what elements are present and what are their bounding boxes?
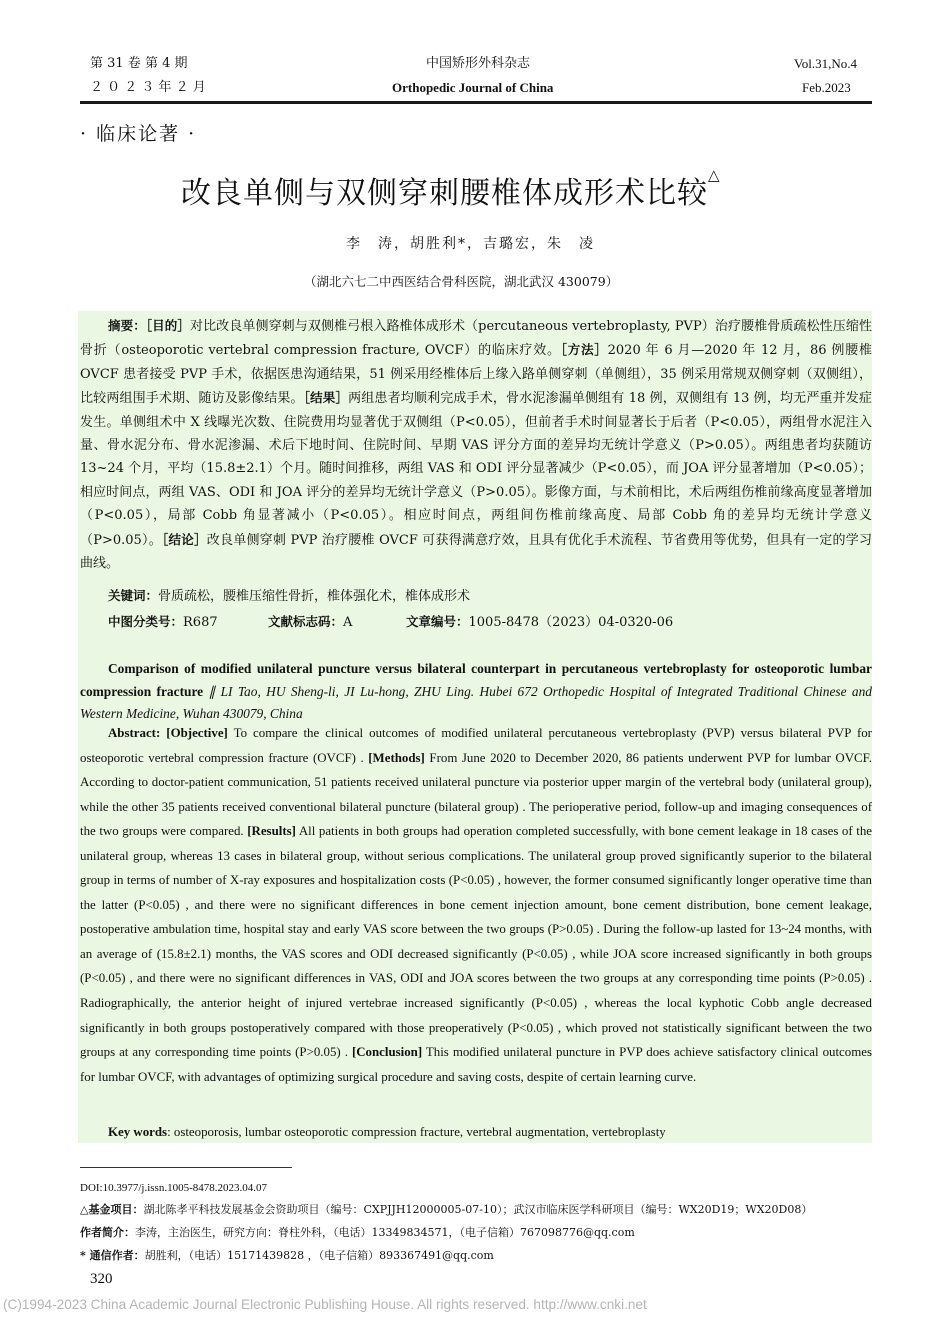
en-results-label: [Results] [247, 824, 296, 839]
abstract-en-methods: From June 2020 to December 2020, 86 patients underwent PVP for lumbar OVCF. According to doctor-patient communication, 51 patients received unilateral puncture via posterior upper margin of the vertebral body (unilateral group), while the other 35 patients received conventional bilateral puncture (bilateral group) . The perioperative period, follow-up and imaging consequences of the two groups were compared. [80, 750, 873, 839]
clc-label: 中图分类号： [108, 614, 184, 629]
fund-label: △基金项目： [80, 1203, 144, 1216]
header-date-cn: ２ ０ ２ ３ 年 ２ 月 [90, 80, 206, 95]
keywords-cn-text: 骨质疏松，腰椎压缩性骨折，椎体强化术，椎体成形术 [158, 589, 471, 604]
methods-label: ［方法］ [560, 342, 608, 358]
header-issue-cn: 第 31 卷 第 4 期 [90, 56, 188, 71]
en-authors: ∥ LI Tao, HU Sheng-li, JI Lu-hong, ZHU Ling. Hubei 672 Orthopedic Hospital of Integrated Traditional Chinese and Western Medicine, Wuhan 430079, China [80, 683, 873, 721]
clc-value: R687 [183, 615, 218, 630]
results-label: ［结果］ [303, 390, 349, 406]
abstract-cn-conclusion: 改良单侧穿刺 PVP 治疗腰椎 OVCF 可获得满意疗效，且具有优化手术流程、节省费用等优势，但具有一定的学习曲线。 [80, 532, 872, 572]
objective-label: ［目的］ [145, 318, 190, 333]
abstract-en-objective: To compare the clinical outcomes of modified unilateral percutaneous vertebroplasty (PVP) versus bilateral PVP for osteoporotic vertebral compression fracture (OVCF) . [80, 726, 872, 765]
cnki-watermark: (C)1994-2023 China Academic Journal Electronic Publishing House. All rights reserved. http://www.cnki.net [3, 1297, 647, 1312]
footnote-fund [80, 1202, 812, 1218]
fund-text: 湖北陈孝平科技发展基金会资助项目（编号：CXPJJH12000005-07-10）；武汉市临床医学科研项目（编号：WX20D19；WX20D08） [143, 1203, 813, 1216]
article-no-line [406, 610, 673, 634]
paper-title-text: 改良单侧与双侧穿刺腰椎体成形术比较 [181, 176, 708, 211]
header-rule [80, 101, 872, 104]
keywords-cn [108, 584, 470, 608]
doc-code-label: 文献标志码： [268, 614, 344, 629]
keywords-en-label: Key words [108, 1125, 168, 1139]
abstract-cn-objective: 对比改良单侧穿刺与双侧椎弓根入路椎体成形术（percutaneous vertebroplasty, PVP）治疗腰椎骨质疏松性压缩性骨折（osteoporotic vertebral compression fracture, OVCF）的临床疗效。 [80, 319, 872, 359]
abstract-en-results: All patients in both groups had operation completed successfully, with bone cement leakage in 18 cases of the unilateral group, whereas 13 cases in bilateral group, without serious complications. The unilateral group proved significantly superior to the bilateral group in terms of number of X-ray exposures and hospitalization costs (P<0.05) , however, the former consumed significantly longer operative time than the latter (P<0.05) , and there were no significant differences in bone cement injection amount, bone cement distribution, bone cement leakage, postoperative ambulation time, hospital stay and early VAS score between the two groups (P>0.05) . During the follow-up lasted for 13~24 months, with an average of (15.8±2.1) months, the VAS scores and ODI decreased significantly (P<0.05) , while JOA score increased significantly in both groups (P<0.05) , and there were no significant differences in VAS, ODI and JOA scores between the two groups at any corresponding time points (P>0.05) . Radiographically, the anterior height of injured vertebrae increased significantly (P<0.05) , whereas the local kyphotic Cobb angle decreased significantly in both groups postoperatively compared with those preoperatively (P<0.05) , which proved not statistically significant between the two groups at any corresponding time points (P>0.05) . [80, 824, 872, 1060]
corresponding-label: * 通信作者： [80, 1249, 145, 1262]
header-journal-en: Orthopedic Journal of China [392, 80, 554, 95]
article-no-label: 文章编号： [406, 614, 469, 629]
doc-code-value: A [343, 615, 353, 630]
affiliation: （湖北六七二中西医结合骨科医院，湖北武汉 430079） [304, 274, 619, 289]
footnote-rule [80, 1167, 292, 1168]
footnote-author [80, 1225, 635, 1241]
abstract-en [80, 721, 872, 1089]
section-label: · 临床论著 · [80, 123, 197, 145]
author-intro-text: 李涛，主治医生，研究方向：脊柱外科，（电话）13349834571，（电子信箱）767098776@qq.com [135, 1226, 635, 1239]
abstract-cn-methods: 2020 年 6 月—2020 年 12 月，86 例腰椎 OVCF 患者接受 PVP 手术，依据医患沟通结果，51 例采用经椎体后上缘入路单侧穿刺（单侧组），35 例采用常规双侧穿刺（双侧组），比较两组围手术期、随访及影像结果。 [80, 343, 872, 407]
paper-title [181, 168, 721, 212]
en-conclusion-label: [Conclusion] [351, 1045, 423, 1060]
title-fund-mark: △ [708, 166, 721, 184]
header-volume: Vol.31,No.4 [794, 56, 857, 71]
abstract-cn-results: 两组患者均顺利完成手术，骨水泥渗漏单侧组有 18 例，双侧组有 13 例，均无严重并发症发生。单侧组术中 X 线曝光次数、住院费用均显著优于双侧组（P<0.05），但前者手术时间显著长于后者（P<0.05），两组骨水泥注入量、骨水泥分布、骨水泥渗漏、术后下地时间、住院时间、早期 VAS 评分方面的差异均无统计学意义（P>0.05）。两组患者均获随访 13~24 个月，平均（15.8±2.1）个月。随时间推移，两组 VAS 和 ODI 评分显著减少（P<0.05），而 JOA 评分显著增加（P<0.05）；相应时间点，两组 VAS、ODI 和 JOA 评分的差异均无统计学意义（P>0.05）。影像方面，与术前相比，术后两组伤椎前缘高度显著增加（P<0.05），局部 Cobb 角显著减小（P<0.05）。相应时间点，两组间伤椎前缘高度、局部 Cobb 角的差异均无统计学意义（P>0.05）。 [80, 391, 872, 548]
keywords-cn-label: 关键词： [108, 588, 159, 603]
abstract-cn [80, 314, 872, 575]
en-title: Comparison of modified unilateral puncture versus bilateral counterpart in percutaneous vertebroplasty for osteoporotic lumbar compression fracture [80, 661, 872, 699]
keywords-en [108, 1120, 666, 1145]
article-no-value: 1005-8478（2023）04-0320-06 [468, 615, 674, 630]
header-date-en: Feb.2023 [802, 80, 851, 95]
header-journal-cn: 中国矫形外科杂志 [426, 56, 531, 71]
en-objective-label: [Objective] [166, 726, 228, 740]
abstract-cn-label: 摘要： [108, 318, 146, 333]
footnote-corresponding [80, 1248, 494, 1264]
keywords-en-text: : osteoporosis, lumbar osteoporotic compression fracture, vertebral augmentation, vertebroplasty [167, 1125, 666, 1139]
doc-code-line [268, 610, 352, 634]
author-intro-label: 作者简介： [80, 1226, 135, 1239]
clc-line [108, 610, 218, 634]
en-methods-label: [Methods] [368, 750, 425, 765]
abstract-en-conclusion: This modified unilateral puncture in PVP does achieve satisfactory clinical outcomes for lumbar OVCF, with advantages of optimizing surgical procedure and saving costs, despite of certain learning curve. [80, 1045, 872, 1084]
en-title-block [80, 658, 872, 726]
footnote-doi: DOI:10.3977/j.issn.1005-8478.2023.04.07 [80, 1182, 267, 1194]
authors: 李 涛，胡胜利*，吉璐宏，朱 凌 [346, 236, 595, 252]
corresponding-text: 胡胜利，（电话）15171439828 ，（电子信箱）893367491@qq.com [144, 1249, 494, 1262]
conclusion-label: ［结论］ [162, 531, 207, 547]
abstract-en-label: Abstract: [108, 726, 161, 740]
page-number: 320 [90, 1271, 113, 1287]
